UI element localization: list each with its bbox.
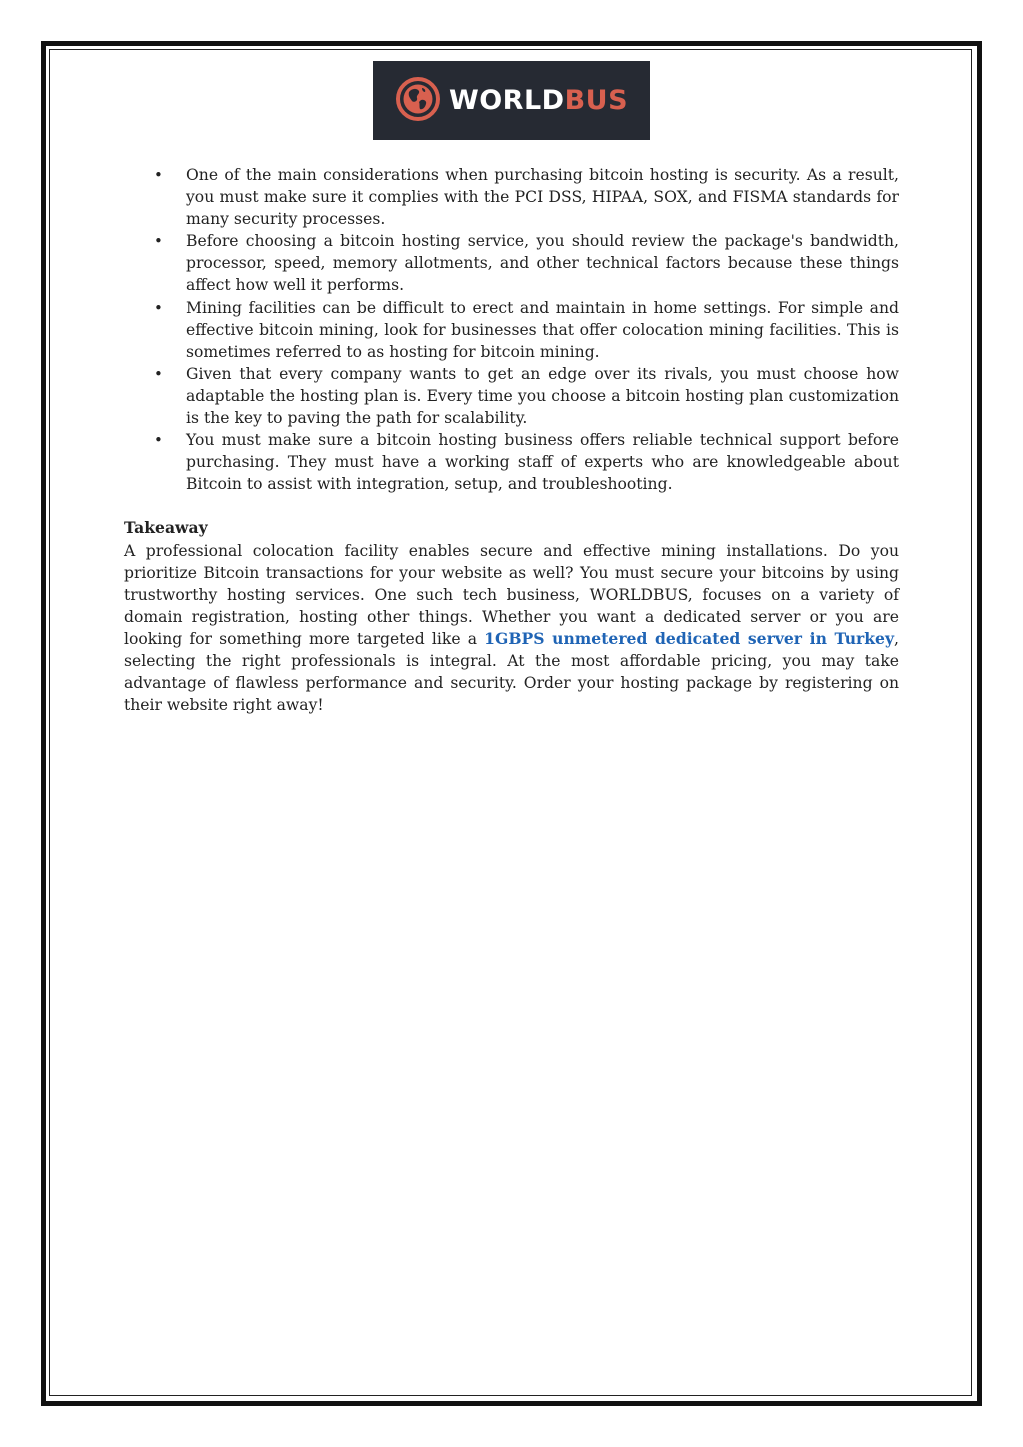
logo-word-world: WORLD [448, 85, 565, 116]
dedicated-server-link[interactable]: 1GBPS unmetered dedicated server in Turkey [484, 628, 895, 648]
document-body [124, 164, 899, 716]
list-item-text: You must make sure a bitcoin hosting business offers reliable technical support before purchasing. They must have a working staff of experts who are knowledgeable about Bitcoin to assist with integration, setup, and troubleshooting. [186, 431, 899, 494]
bullet-marker: • [154, 431, 163, 450]
takeaway-text-after-link: , selecting the right professionals is integral. At the most affordable pricing, you may take advantage of flawless performance and security. Order your hosting package by registering on their website right away! [124, 629, 900, 715]
takeaway-heading: Takeaway [124, 518, 208, 538]
list-item [124, 164, 899, 230]
globe-icon [395, 76, 441, 126]
bullet-marker: • [154, 232, 163, 251]
list-item [124, 230, 899, 296]
bullet-marker: • [154, 298, 163, 317]
list-item-text: Given that every company wants to get an edge over its rivals, you must choose how adaptable the hosting plan is. Every time you choose a bitcoin hosting plan customization is the key to paving the path for scalability. [186, 364, 899, 428]
bullet-list [124, 164, 899, 495]
bullet-marker: • [154, 364, 163, 383]
worldbus-logo [373, 61, 650, 140]
logo-wordmark [449, 85, 628, 116]
list-item-text: One of the main considerations when purchasing bitcoin hosting is security. As a result, you must make sure it complies with the PCI DSS, HIPAA, SOX, and FISMA standards for many security processes. [186, 166, 899, 229]
bullet-marker: • [154, 166, 163, 184]
takeaway-paragraph [124, 540, 899, 717]
list-item-text: Mining facilities can be difficult to erect and maintain in home settings. For simple and effective bitcoin mining, look for businesses that offer colocation mining facilities. This is sometimes referred to as hosting for bitcoin mining. [186, 298, 899, 361]
takeaway-text-before-link: A professional colocation facility enables secure and effective mining installations. Do you prioritize Bitcoin transactions for your website as well? You must secure your bitcoins by using trustworthy hosting services. One such tech business, WORLDBUS, focuses on a variety of domain registration, hosting other things. Whether you want a dedicated server or you are looking for something more targeted like a [124, 541, 899, 648]
list-item [124, 297, 899, 363]
list-item-text: Before choosing a bitcoin hosting service, you should review the package's bandwidth, processor, speed, memory allotments, and other technical factors because these things affect how well it performs. [186, 232, 899, 295]
list-item [124, 429, 899, 495]
list-item [124, 363, 899, 429]
logo-word-bus: BUS [564, 85, 629, 116]
